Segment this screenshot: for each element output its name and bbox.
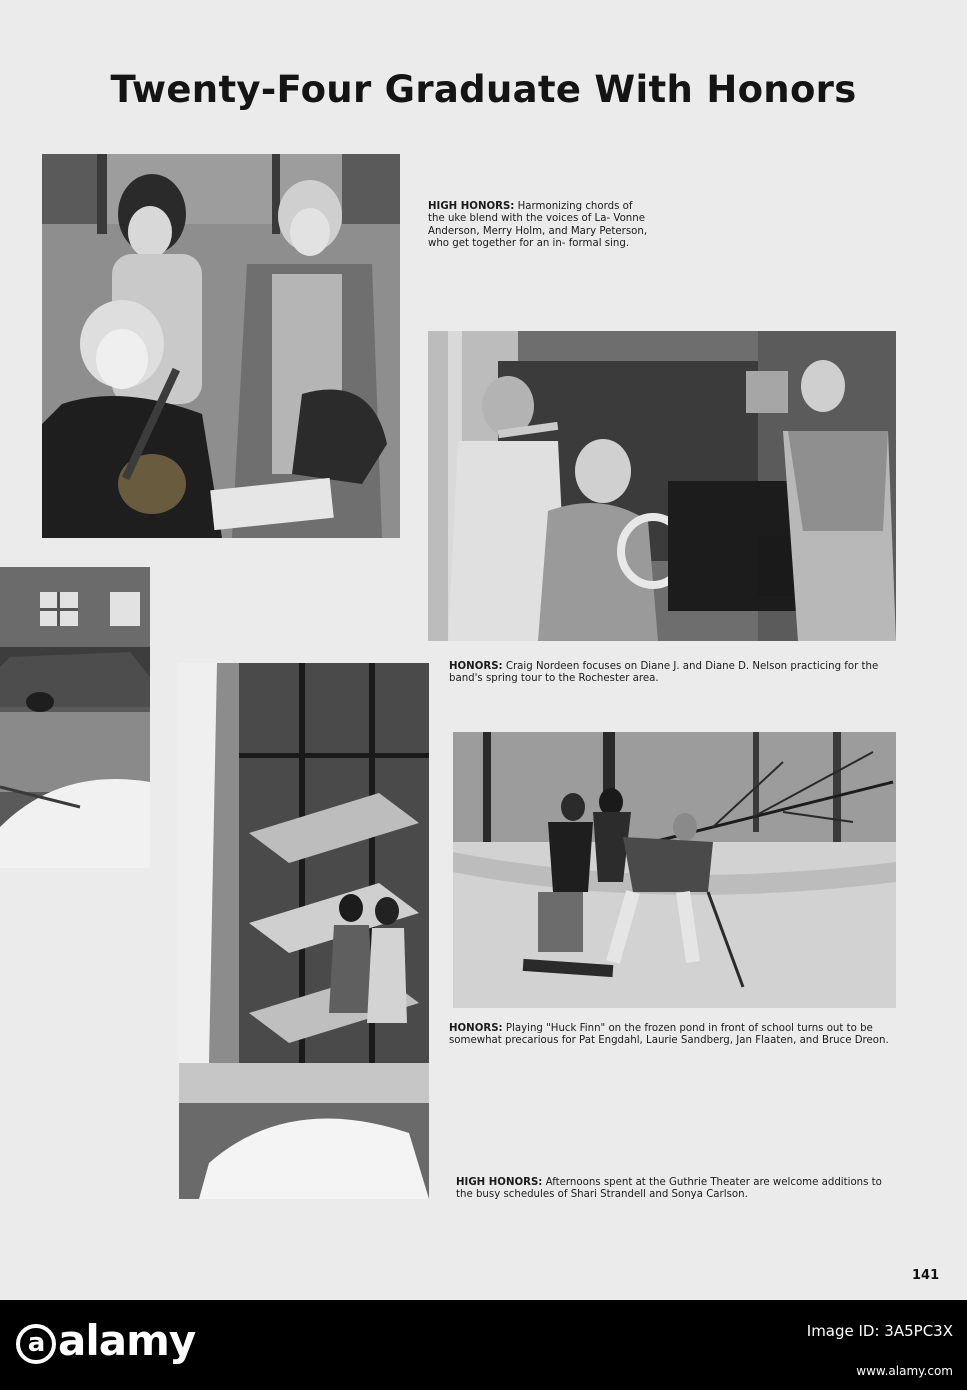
photo-uke-singers xyxy=(42,154,400,538)
caption-band-lead: HONORS: xyxy=(449,661,503,672)
photo-guthrie-theater xyxy=(179,663,429,1199)
page-title: Twenty-Four Graduate With Honors xyxy=(110,68,857,111)
alamy-logo-text: alamy xyxy=(58,1316,196,1365)
image-id xyxy=(807,1322,953,1342)
image-id-text: Image ID: 3A5PC3X xyxy=(806,1322,953,1340)
caption-band-text: Craig Nordeen focuses on Diane J. and Diane D. Nelson practicing for the band's spring tour to the Rochester area. xyxy=(449,661,879,685)
photo-band-practice xyxy=(428,331,896,641)
caption-pond-text: Playing "Huck Finn" on the frozen pond in front of school turns out to be somewhat precarious for Pat Engdahl, Laurie Sandberg, Jan Flaaten, and Bruce Dreon. xyxy=(449,1023,889,1047)
caption-band xyxy=(449,661,889,686)
caption-guthrie-text: Afternoons spent at the Guthrie Theater are welcome additions to the busy schedules of Shari Strandell and Sonya Carlson. xyxy=(456,1177,882,1201)
page-number: 141 xyxy=(912,1268,940,1283)
alamy-logo xyxy=(16,1316,195,1365)
caption-pond xyxy=(449,1023,889,1048)
footer-url[interactable]: www.alamy.com xyxy=(856,1364,953,1378)
photo-frozen-pond xyxy=(453,732,896,1008)
photo-building-exterior xyxy=(0,567,150,868)
caption-uke-text: Harmonizing chords of the uke blend with the voices of La- Vonne Anderson, Merry Holm, and Mary Peterson, who get together for an in- formal sing. xyxy=(428,201,648,250)
caption-uke xyxy=(428,201,650,251)
stock-footer xyxy=(0,1300,967,1390)
caption-pond-lead: HONORS: xyxy=(449,1023,503,1034)
caption-guthrie-lead: HIGH HONORS: xyxy=(456,1177,543,1188)
caption-uke-lead: HIGH HONORS: xyxy=(428,201,515,212)
alamy-a-icon: a xyxy=(16,1324,56,1364)
caption-guthrie xyxy=(456,1177,898,1202)
